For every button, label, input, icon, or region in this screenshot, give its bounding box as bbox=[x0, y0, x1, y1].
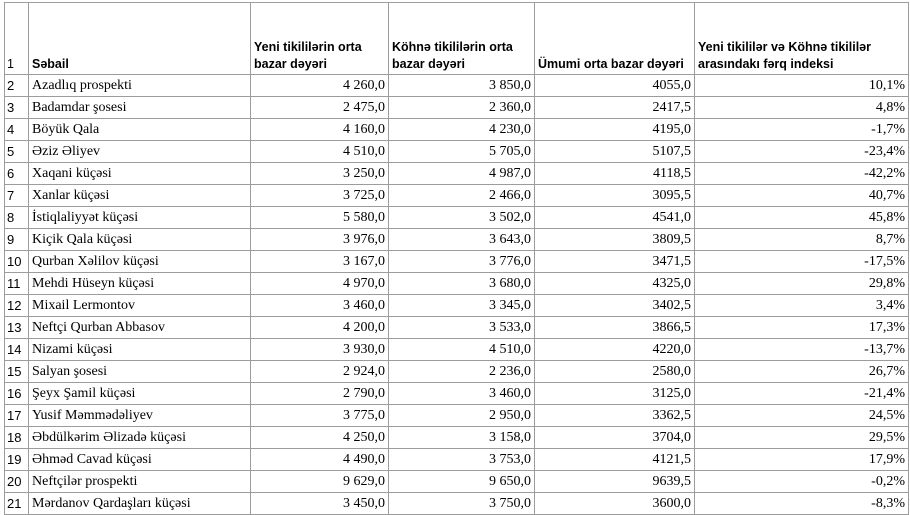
cell-diff-index[interactable]: 40,7% bbox=[695, 185, 909, 207]
cell-diff-index[interactable]: 17,3% bbox=[695, 317, 909, 339]
cell-total-value[interactable]: 4220,0 bbox=[535, 339, 695, 361]
cell-old-value[interactable]: 3 680,0 bbox=[389, 273, 535, 295]
cell-street[interactable]: Xanlar küçəsi bbox=[29, 185, 251, 207]
cell-new-value[interactable]: 9 629,0 bbox=[251, 471, 389, 493]
cell-total-value[interactable]: 4055,0 bbox=[535, 75, 695, 97]
cell-diff-index[interactable]: 26,7% bbox=[695, 361, 909, 383]
cell-old-value[interactable]: 3 533,0 bbox=[389, 317, 535, 339]
cell-street[interactable]: Azadlıq prospekti bbox=[29, 75, 251, 97]
cell-street[interactable]: Əhməd Cavad küçəsi bbox=[29, 449, 251, 471]
cell-street[interactable]: Nizami küçəsi bbox=[29, 339, 251, 361]
table-row bbox=[5, 361, 909, 383]
cell-diff-index[interactable]: 8,7% bbox=[695, 229, 909, 251]
header-row bbox=[5, 3, 909, 75]
cell-total-value[interactable]: 4118,5 bbox=[535, 163, 695, 185]
table-row bbox=[5, 273, 909, 295]
cell-new-value[interactable]: 3 460,0 bbox=[251, 295, 389, 317]
row-number: 12 bbox=[5, 295, 29, 317]
cell-old-value[interactable]: 5 705,0 bbox=[389, 141, 535, 163]
table-row bbox=[5, 449, 909, 471]
table-row bbox=[5, 229, 909, 251]
cell-old-value[interactable]: 2 236,0 bbox=[389, 361, 535, 383]
table-row bbox=[5, 427, 909, 449]
cell-total-value[interactable]: 5107,5 bbox=[535, 141, 695, 163]
cell-old-value[interactable]: 2 950,0 bbox=[389, 405, 535, 427]
table-row bbox=[5, 339, 909, 361]
cell-total-value[interactable]: 2417,5 bbox=[535, 97, 695, 119]
cell-street[interactable]: Salyan şosesi bbox=[29, 361, 251, 383]
cell-diff-index[interactable]: 4,8% bbox=[695, 97, 909, 119]
table-row bbox=[5, 75, 909, 97]
cell-new-value[interactable]: 3 976,0 bbox=[251, 229, 389, 251]
cell-old-value[interactable]: 2 360,0 bbox=[389, 97, 535, 119]
cell-old-value[interactable]: 3 776,0 bbox=[389, 251, 535, 273]
cell-total-value[interactable]: 9639,5 bbox=[535, 471, 695, 493]
cell-total-value[interactable]: 3866,5 bbox=[535, 317, 695, 339]
header-total-value[interactable]: Ümumi orta bazar dəyəri bbox=[535, 3, 695, 75]
cell-diff-index[interactable]: -42,2% bbox=[695, 163, 909, 185]
cell-old-value[interactable]: 4 230,0 bbox=[389, 119, 535, 141]
cell-total-value[interactable]: 4325,0 bbox=[535, 273, 695, 295]
cell-street[interactable]: Xaqani küçəsi bbox=[29, 163, 251, 185]
cell-new-value[interactable]: 4 200,0 bbox=[251, 317, 389, 339]
cell-old-value[interactable]: 3 750,0 bbox=[389, 493, 535, 515]
row-number: 15 bbox=[5, 361, 29, 383]
row-number: 1 bbox=[5, 3, 29, 75]
table-row bbox=[5, 119, 909, 141]
cell-new-value[interactable]: 3 450,0 bbox=[251, 493, 389, 515]
cell-old-value[interactable]: 3 850,0 bbox=[389, 75, 535, 97]
cell-new-value[interactable]: 2 924,0 bbox=[251, 361, 389, 383]
row-number: 16 bbox=[5, 383, 29, 405]
table-row bbox=[5, 141, 909, 163]
cell-new-value[interactable]: 4 970,0 bbox=[251, 273, 389, 295]
cell-total-value[interactable]: 3600,0 bbox=[535, 493, 695, 515]
cell-street[interactable]: Əbdülkərim Əlizadə küçəsi bbox=[29, 427, 251, 449]
cell-old-value[interactable]: 3 460,0 bbox=[389, 383, 535, 405]
row-number: 6 bbox=[5, 163, 29, 185]
table-row bbox=[5, 207, 909, 229]
row-number: 11 bbox=[5, 273, 29, 295]
cell-new-value[interactable]: 3 930,0 bbox=[251, 339, 389, 361]
cell-old-value[interactable]: 2 466,0 bbox=[389, 185, 535, 207]
cell-diff-index[interactable]: 45,8% bbox=[695, 207, 909, 229]
cell-total-value[interactable]: 3704,0 bbox=[535, 427, 695, 449]
row-number: 18 bbox=[5, 427, 29, 449]
row-number: 5 bbox=[5, 141, 29, 163]
cell-old-value[interactable]: 9 650,0 bbox=[389, 471, 535, 493]
row-number: 17 bbox=[5, 405, 29, 427]
header-diff-index[interactable]: Yeni tikililər və Köhnə tikililər arasındakı fərq indeksi bbox=[695, 3, 909, 75]
cell-street[interactable]: Mehdi Hüseyn küçəsi bbox=[29, 273, 251, 295]
cell-new-value[interactable]: 4 510,0 bbox=[251, 141, 389, 163]
cell-total-value[interactable]: 3125,0 bbox=[535, 383, 695, 405]
cell-street[interactable]: Badamdar şosesi bbox=[29, 97, 251, 119]
cell-new-value[interactable]: 4 490,0 bbox=[251, 449, 389, 471]
table-row bbox=[5, 317, 909, 339]
cell-street[interactable]: Qurban Xəlilov küçəsi bbox=[29, 251, 251, 273]
cell-street[interactable]: Kiçik Qala küçəsi bbox=[29, 229, 251, 251]
cell-new-value[interactable]: 4 260,0 bbox=[251, 75, 389, 97]
cell-new-value[interactable]: 5 580,0 bbox=[251, 207, 389, 229]
row-number: 14 bbox=[5, 339, 29, 361]
cell-new-value[interactable]: 2 475,0 bbox=[251, 97, 389, 119]
cell-total-value[interactable]: 3362,5 bbox=[535, 405, 695, 427]
cell-old-value[interactable]: 3 753,0 bbox=[389, 449, 535, 471]
cell-old-value[interactable]: 4 987,0 bbox=[389, 163, 535, 185]
cell-diff-index[interactable]: -8,3% bbox=[695, 493, 909, 515]
cell-diff-index[interactable]: 29,5% bbox=[695, 427, 909, 449]
cell-diff-index[interactable]: -23,4% bbox=[695, 141, 909, 163]
cell-total-value[interactable]: 3095,5 bbox=[535, 185, 695, 207]
spreadsheet-table bbox=[4, 2, 909, 515]
cell-diff-index[interactable]: -17,5% bbox=[695, 251, 909, 273]
cell-street[interactable]: Neftçi Qurban Abbasov bbox=[29, 317, 251, 339]
cell-total-value[interactable]: 2580,0 bbox=[535, 361, 695, 383]
cell-street[interactable]: Mərdanov Qardaşları küçəsi bbox=[29, 493, 251, 515]
cell-new-value[interactable]: 3 250,0 bbox=[251, 163, 389, 185]
cell-old-value[interactable]: 3 643,0 bbox=[389, 229, 535, 251]
cell-street[interactable]: Şeyx Şamil küçəsi bbox=[29, 383, 251, 405]
cell-street[interactable]: Yusif Məmmədəliyev bbox=[29, 405, 251, 427]
table-row bbox=[5, 405, 909, 427]
cell-diff-index[interactable]: 17,9% bbox=[695, 449, 909, 471]
table-row bbox=[5, 251, 909, 273]
cell-new-value[interactable]: 3 775,0 bbox=[251, 405, 389, 427]
row-number: 2 bbox=[5, 75, 29, 97]
cell-diff-index[interactable]: -13,7% bbox=[695, 339, 909, 361]
cell-total-value[interactable]: 3471,5 bbox=[535, 251, 695, 273]
row-number: 10 bbox=[5, 251, 29, 273]
cell-new-value[interactable]: 4 250,0 bbox=[251, 427, 389, 449]
row-number: 4 bbox=[5, 119, 29, 141]
cell-new-value[interactable]: 3 167,0 bbox=[251, 251, 389, 273]
row-number: 7 bbox=[5, 185, 29, 207]
row-number: 13 bbox=[5, 317, 29, 339]
cell-diff-index[interactable]: 24,5% bbox=[695, 405, 909, 427]
cell-old-value[interactable]: 3 502,0 bbox=[389, 207, 535, 229]
cell-old-value[interactable]: 3 345,0 bbox=[389, 295, 535, 317]
cell-new-value[interactable]: 3 725,0 bbox=[251, 185, 389, 207]
cell-street[interactable]: Neftçilər prospekti bbox=[29, 471, 251, 493]
table-row bbox=[5, 295, 909, 317]
cell-diff-index[interactable]: 10,1% bbox=[695, 75, 909, 97]
table-row bbox=[5, 471, 909, 493]
cell-diff-index[interactable]: -1,7% bbox=[695, 119, 909, 141]
row-number: 20 bbox=[5, 471, 29, 493]
cell-street[interactable]: İstiqlaliyyət küçəsi bbox=[29, 207, 251, 229]
row-number: 3 bbox=[5, 97, 29, 119]
cell-diff-index[interactable]: 29,8% bbox=[695, 273, 909, 295]
cell-street[interactable]: Əziz Əliyev bbox=[29, 141, 251, 163]
cell-total-value[interactable]: 4541,0 bbox=[535, 207, 695, 229]
table-row bbox=[5, 383, 909, 405]
cell-new-value[interactable]: 4 160,0 bbox=[251, 119, 389, 141]
cell-street[interactable]: Böyük Qala bbox=[29, 119, 251, 141]
cell-diff-index[interactable]: -21,4% bbox=[695, 383, 909, 405]
row-number: 19 bbox=[5, 449, 29, 471]
header-new-value[interactable]: Yeni tikililərin orta bazar dəyəri bbox=[251, 3, 389, 75]
row-number: 21 bbox=[5, 493, 29, 515]
row-number: 8 bbox=[5, 207, 29, 229]
header-old-value[interactable]: Köhnə tikililərin orta bazar dəyəri bbox=[389, 3, 535, 75]
table-row bbox=[5, 493, 909, 515]
cell-diff-index[interactable]: 3,4% bbox=[695, 295, 909, 317]
table-row bbox=[5, 97, 909, 119]
cell-total-value[interactable]: 4195,0 bbox=[535, 119, 695, 141]
cell-new-value[interactable]: 2 790,0 bbox=[251, 383, 389, 405]
cell-old-value[interactable]: 4 510,0 bbox=[389, 339, 535, 361]
cell-diff-index[interactable]: -0,2% bbox=[695, 471, 909, 493]
row-number: 9 bbox=[5, 229, 29, 251]
spreadsheet-body bbox=[5, 3, 909, 515]
header-street[interactable]: Səbail bbox=[29, 3, 251, 75]
cell-total-value[interactable]: 3402,5 bbox=[535, 295, 695, 317]
cell-street[interactable]: Mixail Lermontov bbox=[29, 295, 251, 317]
cell-total-value[interactable]: 4121,5 bbox=[535, 449, 695, 471]
cell-total-value[interactable]: 3809,5 bbox=[535, 229, 695, 251]
table-row bbox=[5, 163, 909, 185]
cell-old-value[interactable]: 3 158,0 bbox=[389, 427, 535, 449]
table-row bbox=[5, 185, 909, 207]
